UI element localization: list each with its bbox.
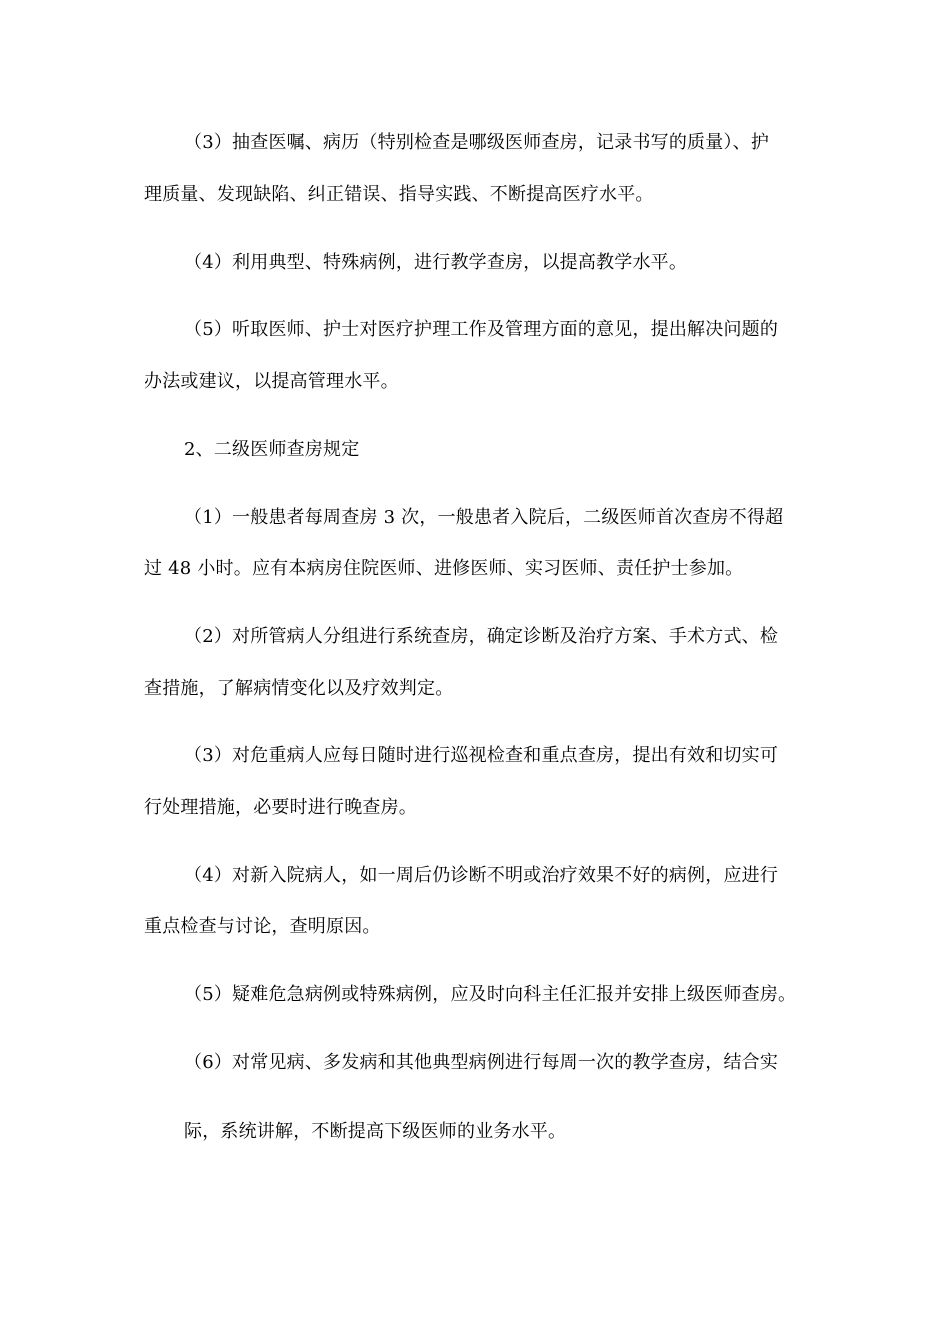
paragraph-line: 办法或建议，以提高管理水平。 (144, 371, 399, 392)
paragraph-line: 查措施，了解病情变化以及疗效判定。 (144, 678, 454, 699)
paragraph-line: （5）听取医师、护士对医疗护理工作及管理方面的意见，提出解决问题的 (184, 319, 779, 340)
paragraph-line: 际，系统讲解，不断提高下级医师的业务水平。 (184, 1121, 567, 1142)
paragraph-line: （4）利用典型、特殊病例，进行教学查房，以提高教学水平。 (184, 252, 688, 273)
paragraph-line: 行处理措施，必要时进行晚查房。 (144, 797, 417, 818)
section-heading: 2、二级医师查房规定 (184, 439, 360, 460)
paragraph-line: （1）一般患者每周查房 3 次，一般患者入院后，二级医师首次查房不得超 (184, 507, 784, 528)
paragraph-line: 过 48 小时。应有本病房住院医师、进修医师、实习医师、责任护士参加。 (144, 558, 744, 579)
paragraph-line: 理质量、发现缺陷、纠正错误、指导实践、不断提高医疗水平。 (144, 184, 654, 205)
paragraph-line: （2）对所管病人分组进行系统查房，确定诊断及治疗方案、手术方式、检 (184, 626, 779, 647)
paragraph-line: （6）对常见病、多发病和其他典型病例进行每周一次的教学查房，结合实 (184, 1052, 779, 1073)
paragraph-line: （5）疑难危急病例或特殊病例，应及时向科主任汇报并安排上级医师查房。 (184, 984, 797, 1005)
paragraph-line: （3）抽查医嘱、病历（特别检查是哪级医师查房，记录书写的质量）、护 (184, 132, 770, 153)
paragraph-line: 重点检查与讨论，查明原因。 (144, 916, 381, 937)
paragraph-line: （4）对新入院病人，如一周后仍诊断不明或治疗效果不好的病例，应进行 (184, 865, 779, 886)
paragraph-line: （3）对危重病人应每日随时进行巡视检查和重点查房，提出有效和切实可 (184, 745, 779, 766)
